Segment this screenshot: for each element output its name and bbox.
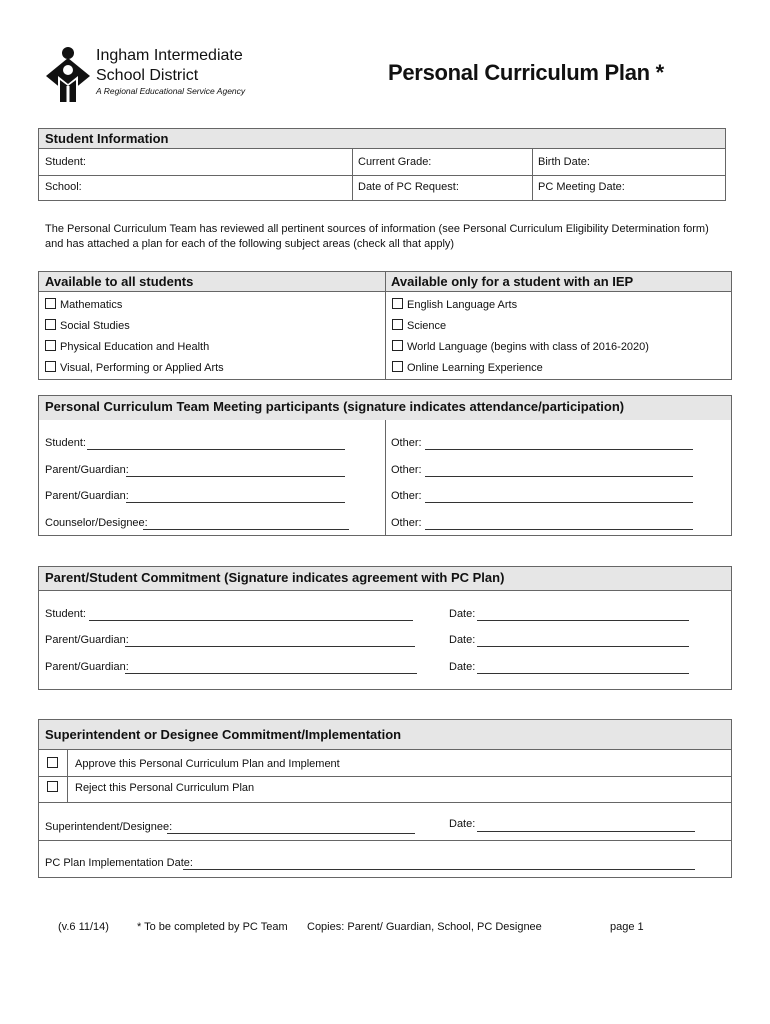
checkbox-english[interactable]: English Language Arts [392, 298, 517, 311]
commit-parent1-signature-line[interactable] [125, 646, 415, 647]
commit-date3-line[interactable] [477, 673, 689, 674]
page-title: Personal Curriculum Plan * [388, 60, 664, 85]
checkbox-world-language[interactable]: World Language (begins with class of 2016-2020) [392, 340, 649, 353]
checkbox-science[interactable]: Science [392, 319, 446, 332]
student-field[interactable]: Student: [45, 156, 86, 168]
checkbox-online-learning[interactable]: Online Learning Experience [392, 361, 543, 374]
student-info-heading: Student Information [39, 129, 725, 149]
approve-label: Approve this Personal Curriculum Plan and Implement [75, 758, 340, 770]
org-tagline: A Regional Educational Service Agency [96, 86, 246, 96]
team-other4-signature-line[interactable] [425, 529, 693, 530]
org-name-line1: Ingham Intermediate [96, 47, 243, 64]
checkbox-arts[interactable]: Visual, Performing or Applied Arts [45, 361, 224, 374]
team-parent2-signature-line[interactable] [126, 502, 345, 503]
commit-date1-line[interactable] [477, 620, 689, 621]
approve-checkbox[interactable] [47, 757, 58, 768]
team-parent2-label: Parent/Guardian: [45, 490, 129, 502]
reject-checkbox[interactable] [47, 781, 58, 792]
commitment-section [38, 566, 732, 690]
team-other3-signature-line[interactable] [425, 502, 693, 503]
checkbox-icon [45, 361, 56, 372]
checkbox-mathematics[interactable]: Mathematics [45, 298, 122, 311]
team-counselor-label: Counselor/Designee: [45, 517, 148, 529]
checkbox-icon [392, 340, 403, 351]
commit-student-label: Student: [45, 608, 86, 620]
implementation-date-line[interactable] [183, 869, 695, 870]
superintendent-heading: Superintendent or Designee Commitment/Implementation [39, 720, 731, 750]
designee-date-line[interactable] [477, 831, 695, 832]
superintendent-section [38, 719, 732, 878]
commit-date3-label: Date: [449, 661, 476, 673]
team-other2-signature-line[interactable] [425, 476, 693, 477]
team-parent1-signature-line[interactable] [126, 476, 345, 477]
checkbox-physical-education[interactable]: Physical Education and Health [45, 340, 209, 353]
reject-label: Reject this Personal Curriculum Plan [75, 782, 255, 794]
checkbox-icon [392, 298, 403, 309]
footer-version: (v.6 11/14) [58, 921, 109, 933]
subject-areas-section [38, 271, 732, 380]
designee-label: Superintendent/Designee: [45, 821, 173, 833]
team-other2-label: Other: [391, 464, 422, 476]
commit-date2-label: Date: [449, 634, 476, 646]
team-participants-section [38, 395, 732, 536]
birth-date-field[interactable]: Birth Date: [538, 156, 590, 168]
commit-parent1-label: Parent/Guardian: [45, 634, 129, 646]
footer-note: * To be completed by PC Team [137, 921, 288, 933]
checkbox-social-studies[interactable]: Social Studies [45, 319, 130, 332]
commit-date1-label: Date: [449, 608, 476, 620]
team-student-label: Student: [45, 437, 86, 449]
team-parent1-label: Parent/Guardian: [45, 464, 129, 476]
designee-signature-line[interactable] [167, 833, 415, 834]
team-student-signature-line[interactable] [87, 449, 345, 450]
current-grade-field[interactable]: Current Grade: [358, 156, 432, 168]
pc-request-date-field[interactable]: Date of PC Request: [358, 181, 459, 193]
intro-paragraph: The Personal Curriculum Team has reviewed all pertinent sources of information (see Personal Curriculum Eligibility Determination form) and has attached a plan for each of the following subject areas (check all that apply) [45, 223, 709, 250]
team-other1-label: Other: [391, 437, 422, 449]
team-other3-label: Other: [391, 490, 422, 502]
isd-logo [44, 46, 92, 106]
student-info-section [38, 128, 726, 201]
commit-student-signature-line[interactable] [89, 620, 413, 621]
footer-copies: Copies: Parent/ Guardian, School, PC Designee [307, 921, 542, 933]
designee-date-label: Date: [449, 818, 476, 830]
checkbox-icon [392, 361, 403, 372]
iep-students-heading: Available only for a student with an IEP [391, 274, 634, 289]
org-name-line2: School District [96, 67, 199, 84]
footer-page: page 1 [610, 921, 644, 933]
all-students-heading: Available to all students [45, 274, 194, 289]
pc-meeting-date-field[interactable]: PC Meeting Date: [538, 181, 625, 193]
commit-date2-line[interactable] [477, 646, 689, 647]
commit-parent2-label: Parent/Guardian: [45, 661, 129, 673]
checkbox-icon [45, 340, 56, 351]
team-other1-signature-line[interactable] [425, 449, 693, 450]
team-counselor-signature-line[interactable] [143, 529, 349, 530]
team-participants-heading: Personal Curriculum Team Meeting participants (signature indicates attendance/participation) [39, 396, 731, 420]
team-other4-label: Other: [391, 517, 422, 529]
checkbox-icon [45, 298, 56, 309]
implementation-date-label: PC Plan Implementation Date: [45, 857, 193, 869]
checkbox-icon [392, 319, 403, 330]
checkbox-icon [45, 319, 56, 330]
commit-parent2-signature-line[interactable] [125, 673, 417, 674]
commitment-heading: Parent/Student Commitment (Signature indicates agreement with PC Plan) [39, 567, 731, 591]
school-field[interactable]: School: [45, 181, 82, 193]
